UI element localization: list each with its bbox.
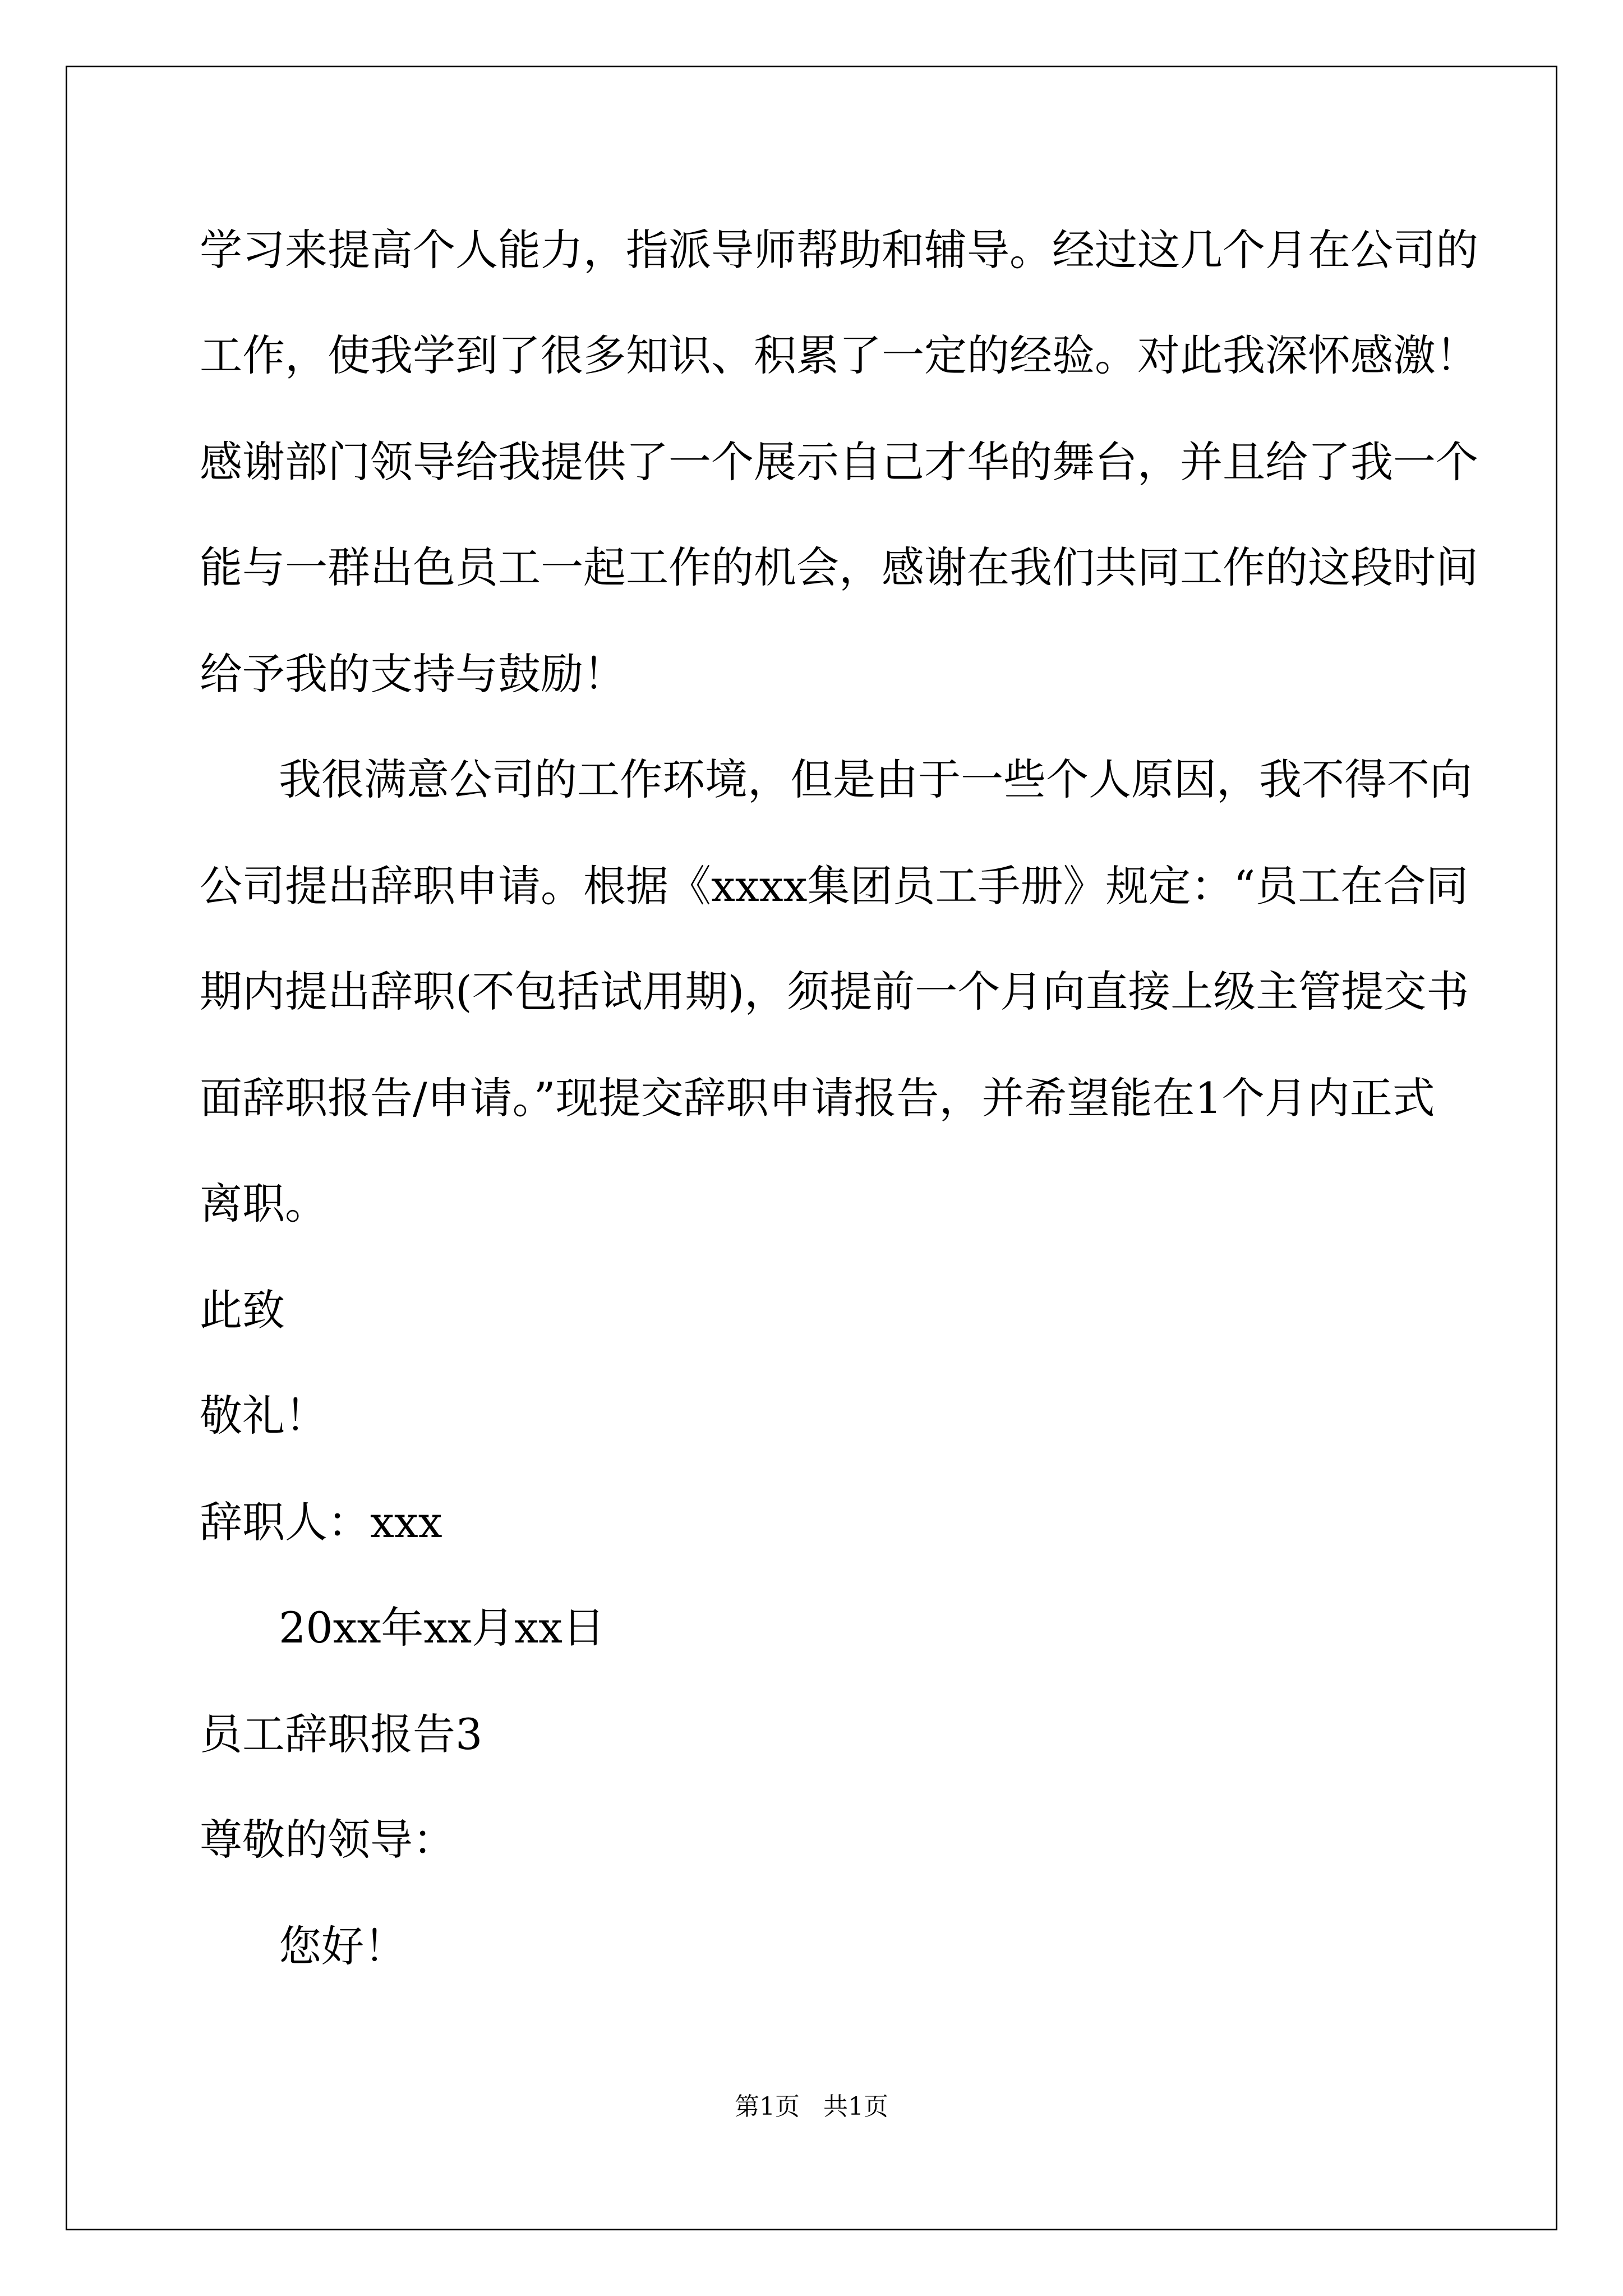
date-line: 20xx年xx月xx日 [279, 1603, 605, 1653]
paragraph-1-line-3: 感谢部门领导给我提供了一个展示自己才华的舞台，并且给了我一个 [200, 437, 1478, 487]
paragraph-2-line-4: 面辞职报告/申请。”现提交辞职申请报告，并希望能在1个月内正式 [200, 1073, 1435, 1123]
salutation: 尊敬的领导： [200, 1815, 455, 1865]
page-border [66, 66, 1557, 2230]
paragraph-1-line-1: 学习来提高个人能力，指派导师帮助和辅导。经过这几个月在公司的 [200, 225, 1478, 275]
paragraph-2-line-1: 我很满意公司的工作环境，但是由于一些个人原因，我不得不向 [279, 754, 1472, 804]
paragraph-2-line-5: 离职。 [200, 1179, 328, 1228]
paragraph-2-line-3: 期内提出辞职(不包括试用期)，须提前一个月向直接上级主管提交书 [200, 967, 1469, 1016]
paragraph-1-line-5: 给予我的支持与鼓励！ [200, 649, 626, 699]
paragraph-2-line-2: 公司提出辞职申请。根据《xxxx集团员工手册》规定：“员工在合同 [200, 861, 1469, 911]
closing-1: 此致 [200, 1285, 285, 1335]
paragraph-1-line-4: 能与一群出色员工一起工作的机会，感谢在我们共同工作的这段时间 [200, 542, 1478, 592]
section-title: 员工辞职报告3 [200, 1709, 483, 1759]
greeting: 您好！ [279, 1921, 407, 1971]
signer-line: 辞职人：xxx [200, 1497, 442, 1547]
closing-2: 敬礼！ [200, 1391, 328, 1441]
page-footer: 第1页 共1页 [735, 2092, 888, 2121]
paragraph-1-line-2: 工作，使我学到了很多知识、积累了一定的经验。对此我深怀感激！ [200, 330, 1478, 380]
